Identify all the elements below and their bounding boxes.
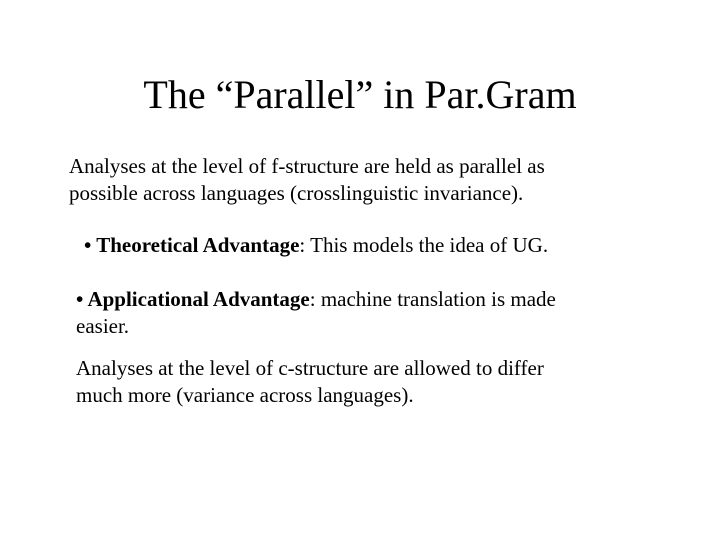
bullet-line: easier.: [76, 314, 130, 338]
bullet-text: : This models the idea of UG.: [299, 233, 549, 257]
slide-title: The “Parallel” in Par.Gram: [143, 72, 577, 117]
paragraph-line: much more (variance across languages).: [76, 383, 414, 407]
bullet-term: Applicational Advantage: [87, 287, 310, 311]
paragraph-line: Analyses at the level of f-structure are held as parallel as: [69, 154, 545, 178]
bullet-text: : machine translation is made: [309, 287, 556, 311]
paragraph-line: Analyses at the level of c-structure are allowed to differ: [76, 356, 544, 380]
bullet-line: [84, 232, 548, 259]
bullet-marker: •: [76, 287, 88, 311]
bullet-marker: •: [84, 233, 97, 257]
bullet-theoretical-advantage: [84, 232, 548, 259]
paragraph-f-structure: [69, 153, 545, 207]
bullet-applicational-advantage: [76, 286, 556, 340]
paragraph-line: possible across languages (crosslinguistic invariance).: [69, 181, 524, 205]
paragraph-c-structure: [76, 355, 544, 409]
bullet-term: Theoretical Advantage: [96, 233, 300, 257]
bullet-line: [76, 286, 556, 313]
